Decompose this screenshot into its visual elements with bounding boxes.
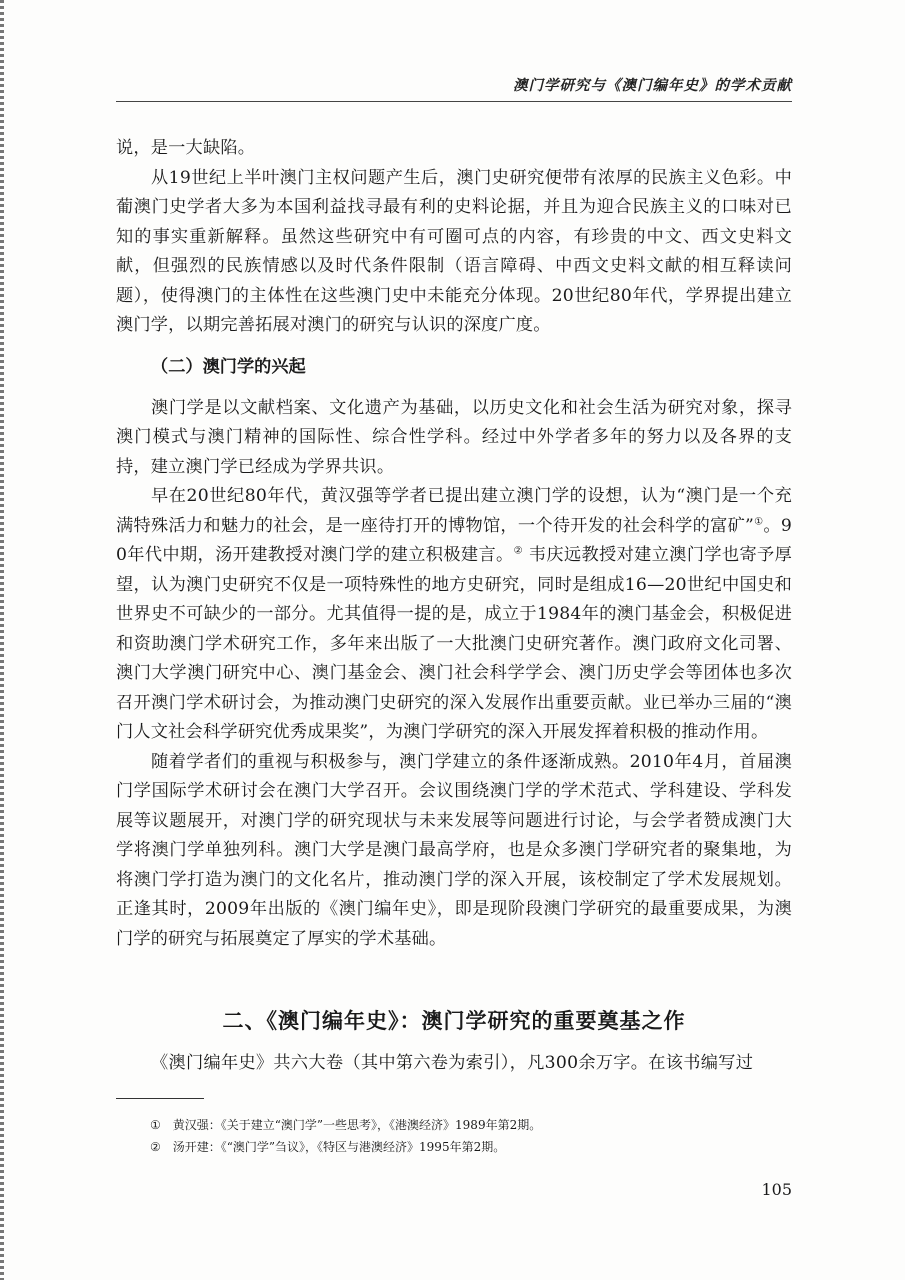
scan-edge-border (0, 0, 4, 1280)
body-text (116, 134, 792, 954)
section-title: 二、《澳门编年史》：澳门学研究的重要奠基之作 (222, 1009, 686, 1033)
paragraph-nationalism: 从19世纪上半叶澳门主权问题产生后，澳门史研究便带有浓厚的民族主义色彩。中葡澳门史学者大多为本国利益找寻最有利的史料论据，并且为迎合民族主义的口味对已知的事实重新解释。虽然这些研究中有可圈可点的内容，有珍贵的中文、西文史料文献，但强烈的民族情感以及时代条件限制（语言障碍、中西文史料文献的相互释读问题），使得澳门的主体性在这些澳门史中未能充分体现。20世纪80年代，学界提出建立澳门学，以期完善拓展对澳门的研究与认识的深度广度。 (116, 167, 792, 335)
paragraph-history-part3: 韦庆远教授对建立澳门学也寄予厚望，认为澳门史研究不仅是一项特殊性的地方史研究，同时是组成16—20世纪中国史和世界史不可缺少的一部分。尤其值得一提的是，成立于1984年的澳门基金会，积极促进和资助澳门学术研究工作，多年来出版了一大批澳门史研究著作。澳门政府文化司署、澳门大学澳门研究中心、澳门基金会、澳门社会科学学会、澳门历史学会等团体也多次召开澳门学术研讨会，为推动澳门史研究的深入发展作出重要贡献。业已举办三届的“澳门人文社会科学研究优秀成果奖”，为澳门学研究的深入开展发挥着积极的推动作用。 (116, 545, 792, 742)
paragraph-next-section: 《澳门编年史》共六大卷（其中第六卷为索引），凡300余万字。在该书编写过 (151, 1053, 754, 1073)
footnote-ref-2: ② (513, 545, 523, 557)
footnotes (150, 1114, 792, 1158)
footnote-ref-1: ① (754, 515, 764, 527)
subsection-heading: （二）澳门学的兴起 (151, 356, 306, 377)
footnote-1-mark: ① (150, 1118, 161, 1132)
footnote-1 (150, 1114, 792, 1136)
header-rule (116, 101, 792, 102)
paragraph-recent: 随着学者们的重视与积极参与，澳门学建立的条件逐渐成熟。2010年4月，首届澳门学国际学术研讨会在澳门大学召开。会议围绕澳门学的学术范式、学科建设、学科发展等议题展开，对澳门学的研究现状与未来发展等问题进行讨论，与会学者赞成澳门大学将澳门学单独列科。澳门大学是澳门最高学府，也是众多澳门学研究者的聚集地，为将澳门学打造为澳门的文化名片，推动澳门学的深入开展，该校制定了学术发展规划。正逢其时，2009年出版的《澳门编年史》，即是现阶段澳门学研究的最重要成果，为澳门学的研究与拓展奠定了厚实的学术基础。 (116, 751, 792, 949)
running-header: 澳门学研究与《澳门编年史》的学术贡献 (513, 77, 792, 94)
paragraph-continuation: 说，是一大缺陷。 (116, 138, 256, 158)
paragraph-history (116, 482, 792, 748)
footnote-2 (150, 1136, 792, 1158)
paragraph-history-part1: 早在20世纪80年代，黄汉强等学者已提出建立澳门学的设想，认为“澳门是一个充满特殊活力和魅力的社会，是一座待打开的博物馆，一个待开发的社会科学的富矿” (116, 486, 792, 536)
footnote-1-text: 黄汉强：《关于建立“澳门学”一些思考》，《港澳经济》1989年第2期。 (172, 1118, 542, 1132)
footnote-rule (116, 1098, 204, 1099)
footnote-2-mark: ② (150, 1140, 161, 1154)
page-number: 105 (761, 1180, 792, 1199)
footnote-2-text: 汤开建：《“澳门学”刍议》，《特区与港澳经济》1995年第2期。 (172, 1140, 506, 1154)
paragraph-definition: 澳门学是以文献档案、文化遗产为基础，以历史文化和社会生活为研究对象，探寻澳门模式与澳门精神的国际性、综合性学科。经过中外学者多年的努力以及各界的支持，建立澳门学已经成为学界共识。 (116, 397, 792, 477)
paragraph-history-part2: 。90年代中期，汤开建教授对澳门学的建立积极建言。 (116, 515, 792, 565)
